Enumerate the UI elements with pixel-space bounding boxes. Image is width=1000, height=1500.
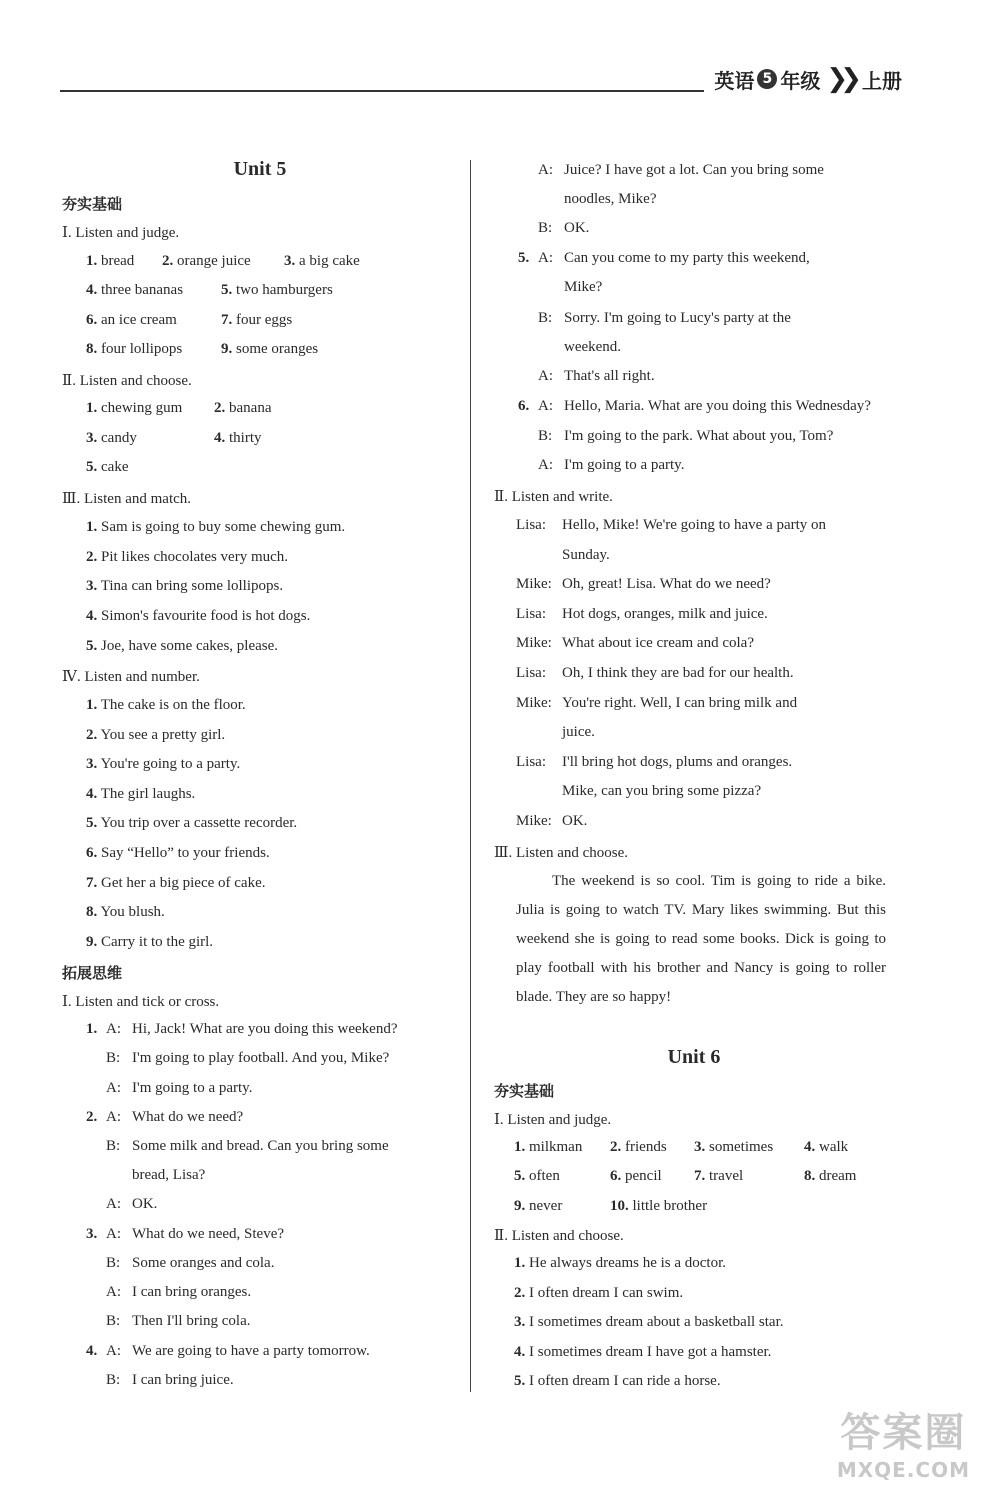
header-volume: 上册 [862, 68, 902, 93]
unit-title: Unit 5 [233, 158, 287, 180]
dialog-number: 2. [86, 1109, 98, 1125]
dialog-text: We are going to have a party tomorrow. [132, 1343, 370, 1359]
speaker-label: Lisa: [516, 665, 546, 681]
answer-row [62, 608, 458, 625]
item-number: 2. [162, 252, 174, 269]
speaker-label: B: [106, 1313, 121, 1329]
item-number: 1. [514, 1139, 526, 1155]
watermark-url: MXQE.COM [836, 1458, 970, 1482]
item-number: 4. [214, 429, 226, 446]
dialog-line [494, 191, 894, 208]
item-text: little brother [628, 1197, 708, 1214]
speaker-label: A: [106, 1284, 121, 1300]
item-number: 3. [694, 1139, 706, 1155]
dialog-number: 5. [518, 250, 530, 266]
answer-row [62, 697, 458, 714]
item-text: The cake is on the floor. [97, 697, 246, 713]
dialog-text: Oh, I think they are bad for our health. [562, 665, 794, 681]
item-number: 4. [514, 1343, 526, 1360]
item-text: two hamburgers [232, 282, 333, 299]
dialog-number: 4. [86, 1343, 98, 1359]
item-text: friends [621, 1139, 667, 1155]
speaker-label: B: [538, 220, 553, 236]
item-number: 2. [86, 548, 98, 565]
answer-item [86, 282, 221, 299]
item-number: 5. [86, 815, 98, 832]
dialog-line [62, 1080, 458, 1097]
dialog-line [494, 339, 894, 356]
dialog-line [62, 1196, 458, 1213]
answer-item [162, 253, 284, 270]
answer-row [62, 312, 458, 329]
dialog-text: Mike? [564, 279, 603, 295]
dialog-line [62, 1372, 458, 1389]
speaker-label: Lisa: [516, 753, 546, 770]
answer-item [514, 1168, 610, 1185]
speaker-label: A: [538, 250, 553, 266]
dialog-text: Hi, Jack! What are you doing this weekend? [132, 1021, 398, 1037]
dialog-text: Oh, great! Lisa. What do we need? [562, 576, 771, 593]
speaker-label: A: [538, 162, 553, 178]
dialog-text: I can bring juice. [132, 1372, 234, 1388]
item-number: 4. [86, 785, 98, 802]
item-text: a big cake [295, 252, 360, 269]
header-grade-label: 年级 [780, 68, 821, 93]
item-text: never [525, 1197, 563, 1214]
speaker-label: A: [538, 457, 553, 473]
page-header [60, 60, 902, 94]
answer-row [62, 341, 458, 358]
dialog-text: I'm going to a party. [564, 457, 685, 473]
answer-row [494, 1373, 894, 1390]
dialog-text: I'm going to the park. What about you, Tom? [564, 428, 834, 444]
item-number: 8. [804, 1168, 816, 1185]
answer-row [62, 578, 458, 595]
dialog-text: Sunday. [562, 546, 610, 563]
item-number: 3. [514, 1314, 526, 1330]
item-number: 7. [86, 874, 98, 891]
speaker-label: B: [106, 1255, 121, 1271]
dialog-text: weekend. [564, 339, 622, 355]
item-number: 2. [610, 1139, 622, 1155]
dialog-text: OK. [562, 813, 588, 829]
answer-item [514, 1198, 610, 1215]
answer-item [221, 341, 318, 358]
answer-row [62, 400, 458, 417]
answer-item [514, 1139, 610, 1156]
item-number: 10. [610, 1197, 629, 1214]
dialog-line [494, 606, 894, 623]
answer-row [494, 1139, 894, 1156]
answer-row [62, 934, 458, 951]
dialog-text: Sorry. I'm going to Lucy's party at the [564, 310, 791, 326]
answer-row [62, 845, 458, 862]
header-title [704, 64, 902, 94]
speaker-label: Lisa: [516, 517, 546, 533]
item-text: Say “Hello” to your friends. [97, 845, 270, 861]
dialog-text: noodles, Mike? [564, 191, 657, 207]
speaker-label: A: [538, 398, 553, 414]
double-chevron-icon: ❯❯ [826, 64, 854, 94]
question-label: Ⅰ. Listen and judge. [62, 225, 180, 241]
answer-item [694, 1168, 804, 1185]
answer-item [610, 1197, 708, 1215]
dialog-text: Some milk and bread. Can you bring some [132, 1138, 389, 1154]
item-number: 9. [514, 1197, 526, 1214]
item-text: Sam is going to buy some chewing gum. [97, 519, 346, 535]
item-number: 6. [86, 845, 98, 861]
dialog-line [62, 1255, 458, 1272]
grade-badge-icon: 5 [757, 69, 777, 89]
speaker-label: A: [106, 1196, 121, 1212]
answer-item [221, 282, 333, 299]
dialog-line [494, 724, 894, 741]
item-text: walk [815, 1139, 849, 1155]
column-divider [470, 160, 471, 1392]
dialog-text: I'm going to play football. And you, Mike? [132, 1050, 390, 1066]
speaker-label: A: [106, 1343, 121, 1359]
dialog-text: Juice? I have got a lot. Can you bring some [564, 162, 824, 178]
dialog-line [494, 813, 894, 830]
item-text: an ice cream [97, 311, 177, 328]
dialog-line [494, 457, 894, 474]
dialog-line [494, 754, 894, 771]
item-number: 6. [610, 1168, 622, 1185]
speaker-label: B: [538, 310, 553, 326]
section-heading: 拓展思维 [62, 964, 123, 982]
answer-row [494, 1168, 894, 1185]
question-label: Ⅱ. Listen and write. [494, 489, 613, 505]
dialog-text: I can bring oranges. [132, 1284, 252, 1300]
dialog-text: I'll bring hot dogs, plums and oranges. [562, 753, 793, 770]
speaker-label: Lisa: [516, 605, 546, 622]
speaker-label: B: [106, 1050, 121, 1066]
dialog-line [62, 1226, 458, 1243]
dialog-line [494, 279, 894, 296]
dialog-line [62, 1167, 458, 1184]
speaker-label: A: [106, 1080, 121, 1096]
item-number: 4. [86, 608, 98, 625]
speaker-label: A: [106, 1226, 121, 1242]
item-text: The girl laughs. [97, 785, 196, 802]
dialog-text: Hello, Mike! We're going to have a party on [562, 517, 827, 533]
dialog-text: That's all right. [564, 368, 655, 384]
dialog-text: juice. [562, 724, 595, 741]
answer-item [610, 1168, 694, 1185]
answer-row [494, 1285, 894, 1302]
answer-row [62, 756, 458, 773]
dialog-line [62, 1138, 458, 1155]
question-label: Ⅲ. Listen and choose. [494, 845, 629, 861]
question-label: Ⅲ. Listen and match. [62, 491, 192, 507]
item-text: Tina can bring some lollipops. [97, 578, 284, 595]
dialog-line [494, 547, 894, 564]
item-number: 8. [86, 341, 98, 358]
answer-item [221, 312, 292, 329]
item-text: He always dreams he is a doctor. [525, 1255, 727, 1271]
dialog-text: Mike, can you bring some pizza? [562, 783, 762, 800]
answer-row [62, 786, 458, 803]
item-text: bread [97, 252, 135, 269]
dialog-line [62, 1021, 458, 1038]
answer-row [62, 430, 458, 447]
answer-item [86, 341, 221, 358]
dialog-number: 3. [86, 1226, 98, 1242]
header-subject: 英语 [714, 68, 755, 93]
dialog-text: Hello, Maria. What are you doing this Wednesday? [564, 398, 871, 414]
item-number: 8. [86, 904, 98, 921]
dialog-line [494, 398, 894, 415]
section-heading: 夯实基础 [494, 1082, 555, 1100]
answer-item [610, 1139, 694, 1156]
item-text: four eggs [232, 311, 293, 328]
item-text: some oranges [232, 341, 319, 358]
dialog-number: 6. [518, 398, 530, 414]
dialog-line [494, 695, 894, 712]
speaker-label: Mike: [516, 576, 552, 593]
item-number: 6. [86, 311, 98, 328]
question-label: Ⅱ. Listen and choose. [494, 1228, 624, 1244]
answer-row [62, 549, 458, 566]
answer-item [804, 1168, 856, 1185]
item-number: 2. [86, 726, 98, 743]
answer-row [494, 1314, 894, 1331]
item-text: Pit likes chocolates very much. [97, 548, 289, 565]
dialog-text: Can you come to my party this weekend, [564, 250, 810, 266]
answer-row [494, 1344, 894, 1361]
item-text: pencil [621, 1168, 662, 1185]
dialog-text: bread, Lisa? [132, 1167, 206, 1183]
speaker-label: A: [538, 368, 553, 384]
item-text: I sometimes dream about a basketball star. [525, 1314, 784, 1330]
answer-item [804, 1139, 848, 1156]
dialog-text: Some oranges and cola. [132, 1255, 275, 1271]
dialog-text: I'm going to a party. [132, 1080, 253, 1096]
item-text: thirty [225, 429, 262, 446]
dialog-text: Then I'll bring cola. [132, 1313, 251, 1329]
dialog-line [62, 1050, 458, 1067]
item-text: often [525, 1168, 560, 1185]
item-text: Get her a big piece of cake. [97, 874, 266, 891]
dialog-line [494, 576, 894, 593]
item-text: travel [705, 1168, 744, 1185]
item-number: 1. [86, 519, 98, 535]
dialog-text: OK. [564, 220, 590, 236]
item-number: 5. [86, 637, 98, 654]
answer-item [284, 253, 360, 270]
item-number: 3. [86, 429, 98, 446]
dialog-line [494, 783, 894, 800]
item-text: dream [815, 1168, 857, 1185]
item-text: I often dream I can ride a horse. [525, 1373, 721, 1389]
item-text: You blush. [97, 904, 165, 921]
answer-row [62, 727, 458, 744]
dialog-line [494, 517, 894, 534]
speaker-label: Mike: [516, 694, 552, 711]
answer-row [62, 282, 458, 299]
item-number: 2. [214, 400, 226, 416]
dialog-line [494, 250, 894, 267]
item-text: sometimes [705, 1139, 774, 1155]
speaker-label: A: [106, 1109, 121, 1125]
item-text: cake [97, 459, 129, 476]
item-text: four lollipops [97, 341, 183, 358]
item-number: 7. [221, 311, 233, 328]
question-label: Ⅰ. Listen and tick or cross. [62, 994, 220, 1010]
answer-item [214, 430, 262, 447]
item-text: I often dream I can swim. [525, 1284, 684, 1301]
dialog-text: What about ice cream and cola? [562, 635, 754, 652]
watermark-main: 答案圈 [840, 1410, 967, 1456]
item-number: 7. [694, 1168, 706, 1185]
item-number: 4. [86, 282, 98, 299]
dialog-line [494, 428, 894, 445]
dialog-line [494, 162, 894, 179]
speaker-label: B: [106, 1372, 121, 1388]
unit-title: Unit 6 [667, 1046, 721, 1068]
item-text: Simon's favourite food is hot dogs. [97, 608, 311, 625]
item-text: orange juice [173, 252, 251, 269]
item-text: You trip over a cassette recorder. [97, 815, 298, 832]
answer-row [62, 638, 458, 655]
item-number: 1. [86, 697, 98, 713]
dialog-line [62, 1343, 458, 1360]
question-label: Ⅱ. Listen and choose. [62, 373, 192, 389]
item-text: three bananas [97, 282, 184, 299]
answer-row [62, 519, 458, 536]
answer-row [62, 815, 458, 832]
answer-item [86, 312, 221, 329]
item-text: chewing gum [97, 400, 183, 416]
item-text: I sometimes dream I have got a hamster. [525, 1343, 772, 1360]
dialog-text: Hot dogs, oranges, milk and juice. [562, 605, 768, 622]
item-number: 9. [86, 933, 98, 950]
answer-row [62, 904, 458, 921]
answer-item [694, 1139, 804, 1156]
speaker-label: Mike: [516, 635, 552, 652]
item-number: 1. [86, 400, 98, 416]
answer-item [86, 459, 214, 476]
item-number: 3. [86, 578, 98, 595]
answer-row [494, 1198, 894, 1215]
item-number: 3. [86, 756, 98, 773]
dialog-line [62, 1109, 458, 1126]
item-number: 4. [804, 1139, 816, 1155]
answer-item [86, 400, 214, 417]
item-text: Joe, have some cakes, please. [97, 637, 279, 654]
dialog-line [62, 1313, 458, 1330]
question-label: Ⅰ. Listen and judge. [494, 1112, 612, 1128]
speaker-label: Mike: [516, 813, 552, 829]
dialog-text: What do we need? [132, 1109, 244, 1125]
item-number: 5. [221, 282, 233, 299]
dialog-text: You're right. Well, I can bring milk and [562, 694, 798, 711]
dialog-line [494, 220, 894, 237]
item-number: 3. [284, 252, 296, 269]
dialog-line [494, 368, 894, 385]
answer-row [62, 253, 458, 270]
dialog-text: What do we need, Steve? [132, 1226, 285, 1242]
dialog-line [62, 1284, 458, 1301]
answer-item [214, 400, 271, 417]
dialog-line [494, 310, 894, 327]
item-number: 9. [221, 341, 233, 358]
item-number: 1. [86, 252, 98, 269]
speaker-label: B: [538, 428, 553, 444]
item-text: banana [225, 400, 272, 416]
item-text: milkman [525, 1139, 583, 1155]
dialog-line [494, 635, 894, 652]
answer-item [86, 430, 214, 447]
section-heading: 夯实基础 [62, 195, 123, 213]
answer-row [62, 875, 458, 892]
item-number: 5. [86, 459, 98, 476]
question-label: Ⅳ. Listen and number. [62, 669, 200, 685]
speaker-label: A: [106, 1021, 121, 1037]
dialog-number: 1. [86, 1021, 98, 1037]
answer-row [494, 1255, 894, 1272]
item-text: You're going to a party. [97, 756, 241, 773]
passage-paragraph: The weekend is so cool. Tim is going to ride a bike. Julia is going to watch TV. Mary likes swimming. But this weekend she is going to read some books. Dick is going to play football with his brother and Nancy is going to roller blade. They are so happy! [516, 873, 886, 1005]
answer-item [86, 253, 162, 270]
dialog-line [494, 665, 894, 682]
speaker-label: B: [106, 1138, 121, 1154]
answer-row [62, 459, 458, 476]
watermark [837, 1401, 970, 1482]
item-number: 5. [514, 1373, 526, 1389]
item-text: Carry it to the girl. [97, 933, 214, 950]
item-number: 5. [514, 1168, 526, 1185]
item-number: 2. [514, 1284, 526, 1301]
dialog-text: OK. [132, 1196, 158, 1212]
item-number: 1. [514, 1255, 526, 1271]
item-text: You see a pretty girl. [97, 726, 226, 743]
item-text: candy [97, 429, 137, 446]
